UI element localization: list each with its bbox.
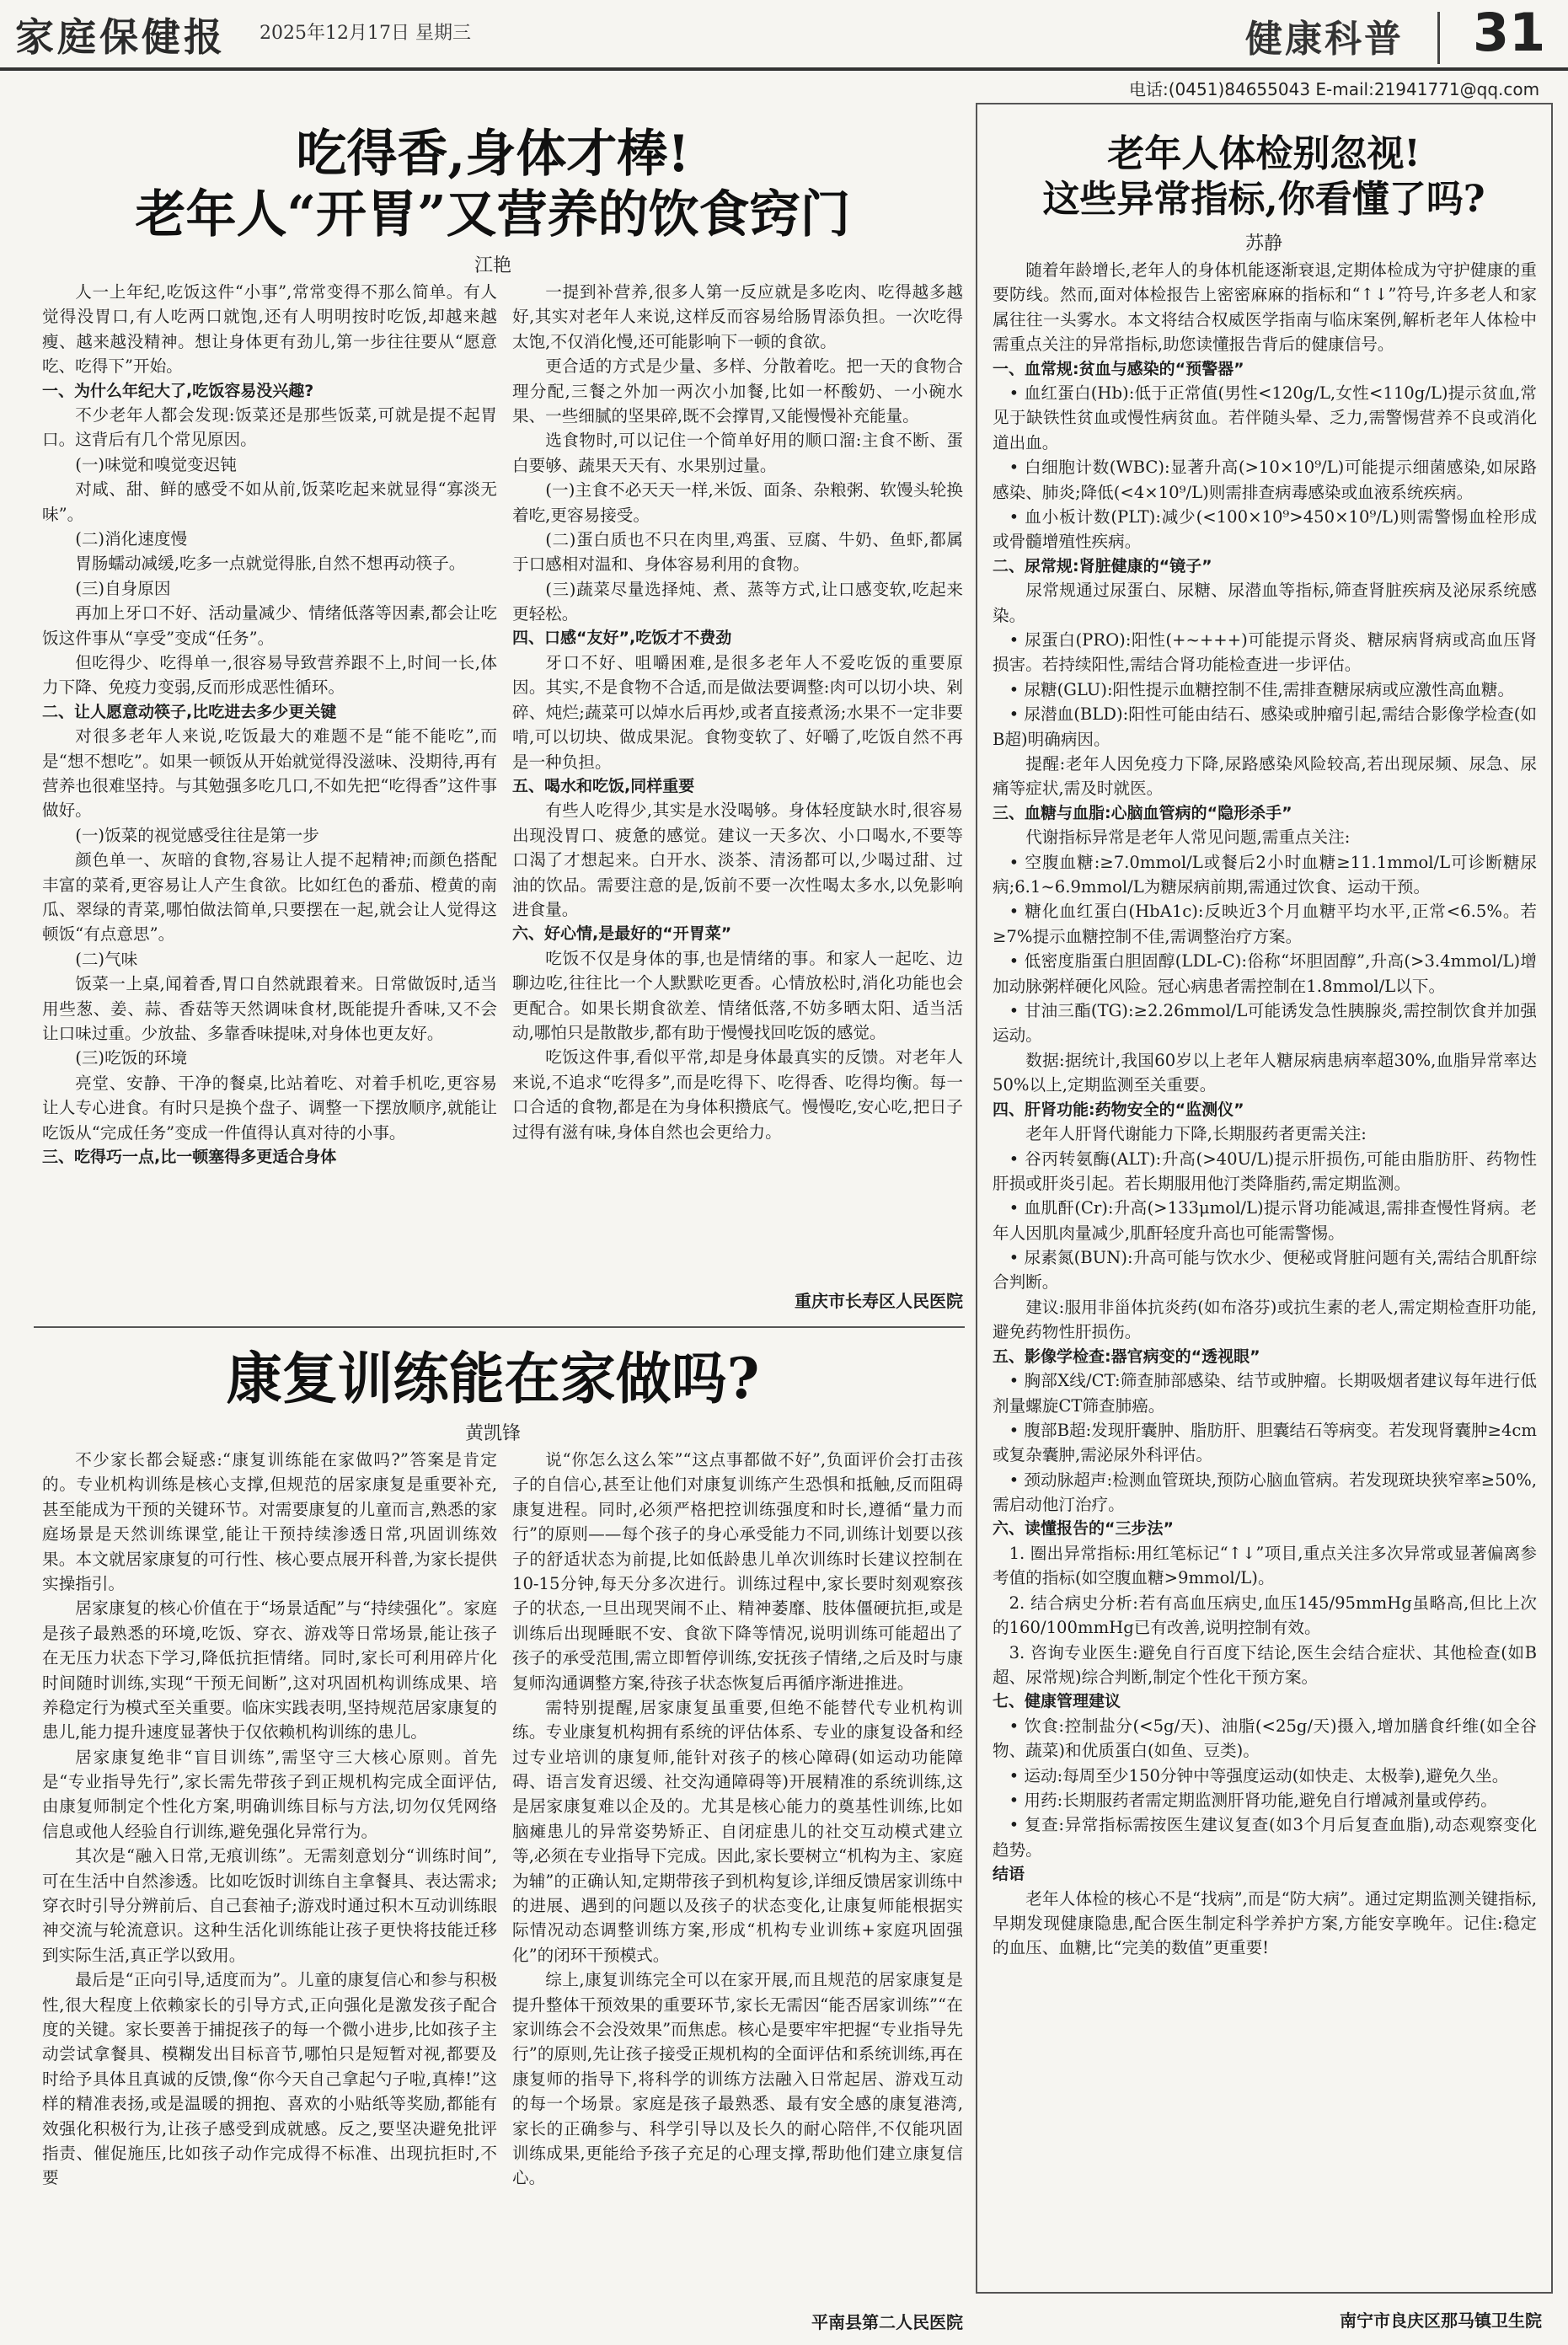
article3-source: 南宁市良庆区那马镇卫生院 xyxy=(1340,2310,1542,2331)
section-heading: 四、口感“友好”,吃饭才不费劲 xyxy=(512,629,732,648)
section-heading: 六、好心情,是最好的“开胃菜” xyxy=(512,924,732,944)
article3-title-line2: 这些异常指标,你看懂了吗? xyxy=(1042,178,1485,221)
paragraph: 建议:服用非甾体抗炎药(如布洛芬)或抗生素的老人,需定期检查肝功能,避免药物性肝损伤。 xyxy=(993,1297,1537,1342)
paragraph: 老年人体检的核心不是“找病”,而是“防大病”。通过定期监测关键指标,早期发现健康隐患,配合医生制定科学养护方案,方能安享晚年。记住:稳定的血压、血糖,比“完美的数值”更重要! xyxy=(993,1888,1537,1958)
page-number: 31 xyxy=(1473,2,1546,63)
bullet-item: • 复查:异常指标需按医生建议复查(如3个月后复查血脂),动态观察变化趋势。 xyxy=(993,1815,1537,1860)
sub-heading: (三)吃饭的环境 xyxy=(75,1048,188,1068)
paragraph: 胃肠蠕动减缓,吃多一点就觉得胀,自然不想再动筷子。 xyxy=(75,554,466,574)
paragraph: 人一上年纪,吃饭这件“小事”,常常变得不那么简单。有人觉得没胃口,有人吃两口就饱,还有人明明按时吃饭,却越来越瘦、越来越没精神。想让身体更有劲儿,第一步往往要从“愿意吃、吃得下”开始。 xyxy=(42,282,497,377)
article-divider xyxy=(34,1326,965,1328)
sub-heading: (一)饭菜的视觉感受往往是第一步 xyxy=(75,825,319,845)
paragraph: 需特别提醒,居家康复虽重要,但绝不能替代专业机构训练。专业康复机构拥有系统的评估体系、专业的康复设备和经过专业培训的康复师,能针对孩子的核心障碍(如运动功能障碍、语言发育迟缓、社交沟通障碍等)开展精准的系统训练,这是居家康复难以企及的。尤其是核心能力的奠基性训练,比如脑瘫患儿的异常姿势矫正、自闭症患儿的社交互动模式建立等,必须在专业指导下完成。因此,家长要树立“机构为主、家庭为辅”的正确认知,定期带孩子到机构复诊,详细反馈居家训练中的进展、遇到的问题以及孩子的状态变化,让康复师能根据实际情况动态调整训练方案,形成“机构专业训练+家庭巩固强化”的闭环干预模式。 xyxy=(512,1697,963,1965)
bullet-item: • 空腹血糖:≥7.0mmol/L或餐后2小时血糖≥11.1mmol/L可诊断糖尿病;6.1~6.9mmol/L为糖尿病前期,需通过饮食、运动干预。 xyxy=(993,852,1537,897)
paragraph: 亮堂、安静、干净的餐桌,比站着吃、对着手机吃,更容易让人专心进食。有时只是换个盘子、调整一下摆放顺序,就能让吃饭从“完成任务”变成一件值得认真对待的小事。 xyxy=(42,1073,497,1143)
paragraph: 其次是“融入日常,无痕训练”。无需刻意划分“训练时间”,可在生活中自然渗透。比如吃饭时训练自主拿餐具、表达需求;穿衣时引导分辨前后、自己套袖子;游戏时通过积木互动训练眼神交流与轮流意识。这种生活化训练能让孩子更快将技能迁移到实际生活,真正学以致用。 xyxy=(42,1846,497,1965)
paragraph: 选食物时,可以记住一个简单好用的顺口溜:主食不断、蛋白要够、蔬果天天有、水果别过量。 xyxy=(512,431,963,475)
paragraph: 有些人吃得少,其实是水没喝够。身体轻度缺水时,很容易出现没胃口、疲惫的感觉。建议一天多次、小口喝水,不要等口渴了才想起来。白开水、淡茶、清汤都可以,少喝过甜、过油的饮品。需要注意的是,饭前不要一次性喝太多水,以免影响进食量。 xyxy=(512,800,963,919)
bullet-item: • 运动:每周至少150分钟中等强度运动(如快走、太极拳),避免久坐。 xyxy=(1009,1765,1509,1786)
paragraph: 颜色单一、灰暗的食物,容易让人提不起精神;而颜色搭配丰富的菜肴,更容易让人产生食欲。比如红色的番茄、橙黄的南瓜、翠绿的青菜,哪怕做法简单,只要摆在一起,就会让人觉得这顿饭“有点意思”。 xyxy=(42,850,497,945)
bullet-item: • 尿潜血(BLD):阳性可能由结石、感染或肿瘤引起,需结合影像学检查(如B超)明确病因。 xyxy=(993,704,1537,749)
section-heading: 二、让人愿意动筷子,比吃进去多少更关键 xyxy=(42,702,337,721)
paragraph: 对很多老年人来说,吃饭最大的难题不是“能不能吃”,而是“想不想吃”。如果一顿饭从开始就觉得没滋味、没期待,再有营养也很难坚持。与其勉强多吃几口,不如先把“吃得香”这件事做好。 xyxy=(42,726,497,821)
bullet-item: 3. 咨询专业医生:避免自行百度下结论,医生会结合症状、其他检查(如B超、尿常规)综合判断,制定个性化干预方案。 xyxy=(993,1642,1537,1687)
bullet-item: • 低密度脂蛋白胆固醇(LDL-C):俗称“坏胆固醇”,升高(>3.4mmol/L)增加动脉粥样硬化风险。冠心病患者需控制在1.8mmol/L以下。 xyxy=(993,951,1537,996)
bullet-item: • 白细胞计数(WBC):显著升高(>10×10⁹/L)可能提示细菌感染,如尿路感染、肺炎;降低(<4×10⁹/L)则需排查病毒感染或血液系统疾病。 xyxy=(993,458,1537,502)
section-heading: 五、影像学检查:器官病变的“透视眼” xyxy=(993,1347,1260,1366)
bullet-item: • 腹部B超:发现肝囊肿、脂肪肝、胆囊结石等病变。若发现肾囊肿≥4cm或复杂囊肿,需泌尿外科评估。 xyxy=(993,1420,1537,1465)
contact-info: 电话:(0451)84655043 E-mail:21941771@qq.com xyxy=(1129,79,1540,99)
masthead-rule xyxy=(0,67,1568,71)
sub-heading: (二)气味 xyxy=(75,949,138,969)
bullet-item: 2. 结合病史分析:若有高血压病史,血压145/95mmHg虽略高,但比上次的160/100mmHg已有改善,说明控制有效。 xyxy=(993,1593,1537,1638)
bullet-item: • 谷丙转氨酶(ALT):升高(>40U/L)提示肝损伤,可能由脂肪肝、药物性肝损或肝炎引起。若长期服用他汀类降脂药,需定期监测。 xyxy=(993,1148,1537,1193)
bullet-item: 1. 圈出异常指标:用红笔标记“↑↓”项目,重点关注多次异常或显著偏离参考值的指标(如空腹血糖>9mmol/L)。 xyxy=(993,1543,1537,1588)
paragraph: 老年人肝肾代谢能力下降,长期服药者更需关注: xyxy=(1025,1124,1367,1144)
bullet-item: • 颈动脉超声:检测血管斑块,预防心脑血管病。若发现斑块狭窄率≥50%,需启动他汀治疗。 xyxy=(993,1470,1537,1515)
section-heading: 六、读懂报告的“三步法” xyxy=(993,1519,1174,1539)
article3-title-line1: 老年人体检别忽视! xyxy=(1107,132,1421,175)
paragraph: 牙口不好、咀嚼困难,是很多老年人不爱吃饭的重要原因。其实,不是食物不合适,而是做法要调整:肉可以切小块、剁碎、炖烂;蔬菜可以焯水后再炒,或者直接煮汤;水果不一定非要啃,可以切块、做成果泥。食物变软了、好嚼了,吃饭自然不再是一种负担。 xyxy=(512,652,963,772)
section-heading: 一、为什么年纪大了,吃饭容易没兴趣? xyxy=(42,381,314,400)
section-heading: 一、血常规:贫血与感染的“预警器” xyxy=(993,359,1244,378)
paragraph: 综上,康复训练完全可以在家开展,而且规范的居家康复是提升整体干预效果的重要环节,家长无需因“能否居家训练”“在家训练会不会没效果”而焦虑。核心是要牢牢把握“专业指导先行”的原则,先让孩子接受正规机构的全面评估和系统训练,再在康复师的指导下,将科学的训练方法融入日常起居、游戏互动的每一个场景。家庭是孩子最熟悉、最有安全感的康复港湾,家长的正确参与、科学引导以及长久的耐心陪伴,不仅能巩固训练成果,更能给予孩子充足的心理支撑,帮助他们建立康复信心。 xyxy=(512,1970,963,2188)
bullet-item: • 饮食:控制盐分(<5g/天)、油脂(<25g/天)摄入,增加膳食纤维(如全谷物、蔬菜)和优质蛋白(如鱼、豆类)。 xyxy=(993,1716,1537,1761)
paragraph: 数据:据统计,我国60岁以上老年人糖尿病患病率超30%,血脂异常率达50%以上,定期监测至关重要。 xyxy=(993,1050,1537,1095)
paragraph: 饭菜一上桌,闻着香,胃口自然就跟着来。日常做饭时,适当用些葱、姜、蒜、香菇等天然调味食材,既能提升香味,又不会让口味过重。少放盐、多靠香味提味,对身体也更友好。 xyxy=(42,974,497,1043)
paragraph: 提醒:老年人因免疫力下降,尿路感染风险较高,若出现尿频、尿急、尿痛等症状,需及时就医。 xyxy=(993,754,1537,799)
issue-date: 2025年12月17日 星期三 xyxy=(260,23,471,44)
article2-author: 黄凯锋 xyxy=(464,1423,521,1444)
paragraph: 吃饭这件事,看似平常,却是身体最真实的反馈。对老年人来说,不追求“吃得多”,而是吃得下、吃得香、吃得均衡。每一口合适的食物,都是在为身体积攒底气。慢慢吃,安心吃,把日子过得有滋有味,身体自然也会更给力。 xyxy=(512,1047,963,1142)
paragraph: 随着年龄增长,老年人的身体机能逐渐衰退,定期体检成为守护健康的重要防线。然而,面对体检报告上密密麻麻的指标和“↑↓”符号,许多老人和家属往往一头雾水。本文将结合权威医学指南与临床案例,解析老年人体检中需重点关注的异常指标,助您读懂报告背后的健康信号。 xyxy=(993,260,1537,355)
bullet-item: • 血红蛋白(Hb):低于正常值(男性<120g/L,女性<110g/L)提示贫血,常见于缺铁性贫血或慢性病贫血。若伴随头晕、乏力,需警惕营养不良或消化道出血。 xyxy=(993,383,1537,452)
bullet-item: • 血肌酐(Cr):升高(>133μmol/L)提示肾功能减退,需排查慢性肾病。老年人因肌肉量减少,肌酐轻度升高也可能需警惕。 xyxy=(993,1198,1537,1243)
article1-title-line2: 老年人“开胃”又营养的饮食窍门 xyxy=(135,185,851,244)
section-heading: 三、吃得巧一点,比一顿塞得多更适合身体 xyxy=(42,1147,337,1166)
paragraph: 吃饭不仅是身体的事,也是情绪的事。和家人一起吃、边聊边吃,往往比一个人默默吃更香。心情放松时,消化功能也会更配合。如果长期食欲差、情绪低落,不妨多晒太阳、适当活动,哪怕只是散散步,都有助于慢慢找回吃饭的感觉。 xyxy=(512,948,963,1043)
sub-heading: (三)自身原因 xyxy=(75,578,171,598)
bullet-item: • 血小板计数(PLT):减少(<100×10⁹>450×10⁹/L)则需警惕血栓形成或骨髓增殖性疾病。 xyxy=(993,507,1537,552)
paragraph: 尿常规通过尿蛋白、尿糖、尿潜血等指标,筛查肾脏疾病及泌尿系统感染。 xyxy=(993,581,1537,625)
masthead-divider xyxy=(1437,12,1440,64)
paragraph: 但吃得少、吃得单一,很容易导致营养跟不上,时间一长,体力下降、免疫力变弱,反而形成恶性循环。 xyxy=(42,652,497,698)
paragraph: 说“你怎么这么笨”“这点事都做不好”,负面评价会打击孩子的自信心,甚至让他们对康复训练产生恐惧和抵触,反而阻碍康复进程。同时,必须严格把控训练强度和时长,遵循“量力而行”的原则——每个孩子的身心承受能力不同,训练计划要以孩子的舒适状态为前提,比如低龄患儿单次训练时长建议控制在10-15分钟,每天分多次进行。训练过程中,家长要时刻观察孩子的状态,一旦出现哭闹不止、精神萎靡、肢体僵硬抗拒,或是训练后出现睡眠不安、食欲下降等情况,说明训练可能超出了孩子的承受范围,需立即暂停训练,安抚孩子情绪,之后及时与康复师沟通调整方案,待孩子状态恢复后再循序渐进推进。 xyxy=(512,1450,963,1693)
bullet-item: • 甘油三酯(TG):≥2.26mmol/L可能诱发急性胰腺炎,需控制饮食并加强运动。 xyxy=(993,1001,1537,1046)
article2-column-2 xyxy=(512,1448,963,2191)
bullet-item: • 尿素氮(BUN):升高可能与饮水少、便秘或肾脏问题有关,需结合肌酐综合判断。 xyxy=(993,1248,1537,1293)
paragraph: (二)蛋白质也不只在肉里,鸡蛋、豆腐、牛奶、鱼虾,都属于口感相对温和、身体容易利用的食物。 xyxy=(512,529,963,575)
article2-source: 平南县第二人民医院 xyxy=(811,2312,963,2332)
paragraph: 不少家长都会疑惑:“康复训练能在家做吗?”答案是肯定的。专业机构训练是核心支撑,但规范的居家康复是重要补充,甚至能成为干预的关键环节。对需要康复的儿童而言,熟悉的家庭场景是天然训练课堂,能让干预持续渗透日常,巩固训练效果。本文就居家康复的可行性、核心要点展开科普,为家长提供实操指引。 xyxy=(42,1450,497,1593)
bullet-item: • 糖化血红蛋白(HbA1c):反映近3个月血糖平均水平,正常<6.5%。若≥7%提示血糖控制不佳,需调整治疗方案。 xyxy=(993,902,1537,946)
bullet-item: • 用药:长期服药者需定期监测肝肾功能,避免自行增减剂量或停药。 xyxy=(1009,1790,1497,1810)
paragraph: 对咸、甜、鲜的感受不如从前,饭菜吃起来就显得“寡淡无味”。 xyxy=(42,479,497,524)
section-heading: 七、健康管理建议 xyxy=(993,1692,1121,1711)
section-heading: 四、肝肾功能:药物安全的“监测仪” xyxy=(993,1100,1244,1119)
article1-author: 江艳 xyxy=(474,255,511,276)
section-title: 健康科普 xyxy=(1245,18,1404,61)
article2-column-1 xyxy=(42,1448,497,2191)
sub-heading: (二)消化速度慢 xyxy=(75,529,188,549)
article3-body xyxy=(993,258,1537,1961)
article1-column-2 xyxy=(512,280,963,1144)
paragraph: (三)蔬菜尽量选择炖、煮、蒸等方式,让口感变软,吃起来更轻松。 xyxy=(512,579,963,624)
bullet-item: • 尿蛋白(PRO):阳性(+~+++)可能提示肾炎、糖尿病肾病或高血压肾损害。若持续阳性,需结合肾功能检查进一步评估。 xyxy=(993,630,1537,675)
article1-column-1 xyxy=(42,280,497,1169)
article1-title-line1: 吃得香,身体才棒! xyxy=(296,125,690,184)
paragraph: 一提到补营养,很多人第一反应就是多吃肉、吃得越多越好,其实对老年人来说,这样反而容易给肠胃添负担。一次吃得太饱,不仅消化慢,还可能影响下一顿的食欲。 xyxy=(512,282,963,351)
newspaper-name: 家庭保健报 xyxy=(15,14,226,60)
article3-author: 苏静 xyxy=(1244,233,1282,254)
section-heading: 二、尿常规:肾脏健康的“镜子” xyxy=(993,556,1212,576)
paragraph: (一)主食不必天天一样,米饭、面条、杂粮粥、软馒头轮换着吃,更容易接受。 xyxy=(512,480,963,525)
paragraph: 不少老年人都会发现:饭菜还是那些饭菜,可就是提不起胃口。这背后有几个常见原因。 xyxy=(42,405,497,450)
bullet-item: • 尿糖(GLU):阳性提示血糖控制不佳,需排查糖尿病或应激性高血糖。 xyxy=(1009,679,1515,699)
bullet-item: • 胸部X线/CT:筛查肺部感染、结节或肿瘤。长期吸烟者建议每年进行低剂量螺旋CT筛查肺癌。 xyxy=(993,1371,1537,1416)
sub-heading: (一)味觉和嗅觉变迟钝 xyxy=(75,454,237,474)
paragraph: 代谢指标异常是老年人常见问题,需重点关注: xyxy=(1025,827,1351,848)
paragraph: 最后是“正向引导,适度而为”。儿童的康复信心和参与积极性,很大程度上依赖家长的引导方式,正向强化是激发孩子配合度的关键。家长要善于捕捉孩子的每一个微小进步,比如孩子主动尝试拿餐具、模糊发出目标音节,哪怕只是短暂对视,都要及时给予具体且真诚的反馈,像“你今天自己拿起勺子啦,真棒!”这样的精准表扬,或是温暖的拥抱、喜欢的小贴纸等奖励,都能有效强化积极行为,让孩子感受到成就感。反之,要坚决避免批评指责、催促施压,比如孩子动作完成得不标准、出现抗拒时,不要 xyxy=(42,1970,497,2188)
paragraph: 居家康复绝非“盲目训练”,需坚守三大核心原则。首先是“专业指导先行”,家长需先带孩子到正规机构完成全面评估,由康复师制定个性化方案,明确训练目标与方法,切勿仅凭网络信息或他人经验自行训练,避免强化异常行为。 xyxy=(42,1747,497,1841)
section-heading: 三、血糖与血脂:心脑血管病的“隐形杀手” xyxy=(993,803,1292,822)
paragraph: 更合适的方式是少量、多样、分散着吃。把一天的食物合理分配,三餐之外加一两次小加餐,比如一杯酸奶、一小碗水果、一些细腻的坚果碎,既不会撑胃,又能慢慢补充能量。 xyxy=(512,356,963,426)
section-heading: 五、喝水和吃饭,同样重要 xyxy=(512,776,695,795)
paragraph: 居家康复的核心价值在于“场景适配”与“持续强化”。家庭是孩子最熟悉的环境,吃饭、穿衣、游戏等日常场景,能让孩子在无压力状态下学习,降低抗拒情绪。同时,家长可利用碎片化时间随时训练,实现“干预无间断”,这对巩固机构训练成果、培养稳定行为模式至关重要。临床实践表明,坚持规范居家康复的患儿,能力提升速度显著快于仅依赖机构训练的患儿。 xyxy=(42,1598,497,1743)
paragraph: 再加上牙口不好、活动量减少、情绪低落等因素,都会让吃饭这件事从“享受”变成“任务”。 xyxy=(42,603,497,648)
article2-title: 康复训练能在家做吗? xyxy=(226,1346,760,1411)
article1-source: 重庆市长寿区人民医院 xyxy=(795,1291,963,1311)
section-heading: 结语 xyxy=(993,1865,1025,1884)
